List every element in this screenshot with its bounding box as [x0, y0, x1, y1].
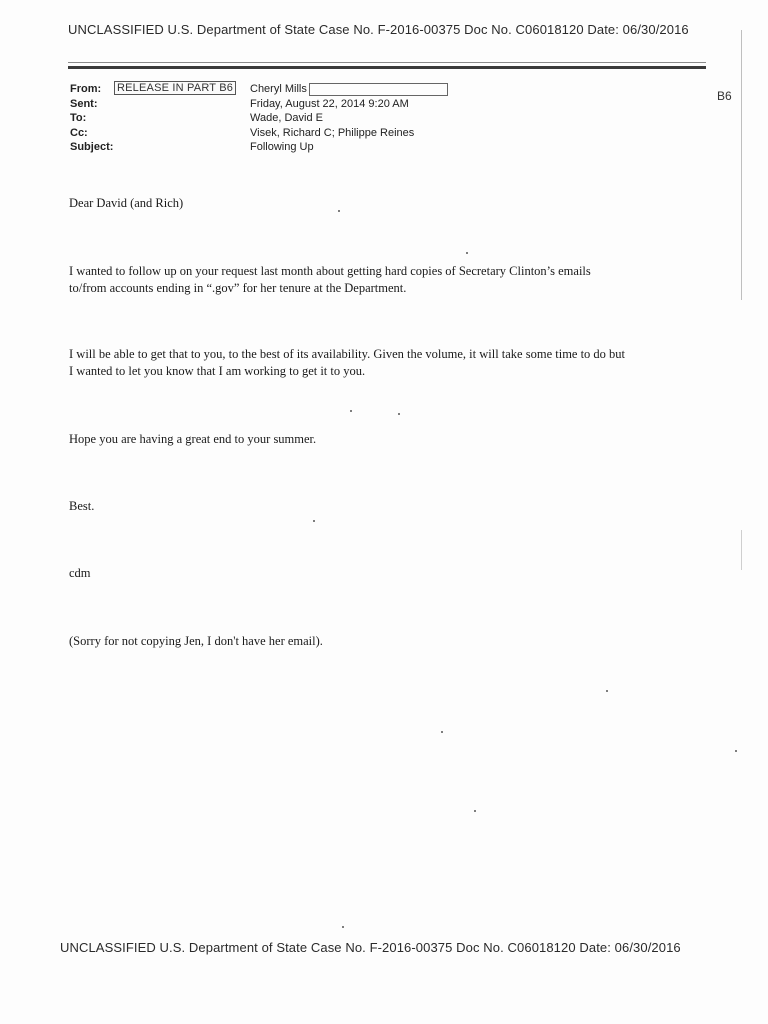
header-rule-thin — [68, 62, 706, 63]
from-value — [250, 82, 448, 97]
paragraph-summer: Hope you are having a great end to your summer. — [69, 432, 317, 446]
subject-value: Following Up — [250, 141, 314, 153]
scan-speck — [398, 413, 400, 415]
scan-edge-line-lower — [741, 530, 742, 570]
greeting: Dear David (and Rich) — [69, 196, 184, 210]
paragraph-line: I will be able to get that to you, to the best of its availability. Given the volume, it will take some time to do but — [69, 347, 626, 361]
to-value: Wade, David E — [250, 112, 323, 124]
from-name: Cheryl Mills — [250, 83, 307, 95]
paragraph-line: I wanted to let you know that I am working to get it to you. — [69, 364, 366, 378]
postscript: (Sorry for not copying Jen, I don't have her email). — [69, 634, 323, 648]
exemption-code-b6: B6 — [717, 89, 732, 103]
email-header — [70, 82, 710, 155]
redacted-email-box — [309, 83, 448, 96]
cc-value: Visek, Richard C; Philippe Reines — [250, 126, 415, 139]
paragraph-request — [69, 263, 591, 297]
scan-speck — [474, 810, 476, 812]
scan-edge-line — [741, 30, 742, 300]
scan-speck — [342, 926, 344, 928]
sent-row — [70, 97, 710, 112]
subject-row — [70, 140, 710, 155]
signature-initials: cdm — [69, 566, 91, 580]
scan-speck — [350, 410, 352, 412]
cc-label: Cc: — [70, 126, 88, 139]
paragraph-line: I wanted to follow up on your request last month about getting hard copies of Secretary Clinton’s emails — [69, 264, 591, 278]
header-rule — [68, 66, 706, 69]
scan-speck — [735, 750, 737, 752]
scan-speck — [338, 210, 340, 212]
release-in-part-stamp: RELEASE IN PART B6 — [114, 81, 236, 95]
classification-stamp-top: UNCLASSIFIED U.S. Department of State Case No. F-2016-00375 Doc No. C06018120 Date: 06/30/2016 — [68, 22, 689, 37]
scan-speck — [313, 520, 315, 522]
from-row — [70, 82, 710, 97]
to-label: To: — [70, 112, 87, 124]
cc-row — [70, 126, 710, 141]
subject-label: Subject: — [70, 141, 114, 153]
to-row — [70, 111, 710, 126]
classification-stamp-bottom: UNCLASSIFIED U.S. Department of State Case No. F-2016-00375 Doc No. C06018120 Date: 06/30/2016 — [60, 940, 681, 955]
sent-value: Friday, August 22, 2014 9:20 AM — [250, 97, 409, 110]
sign-off: Best. — [69, 499, 95, 513]
scan-speck — [606, 690, 608, 692]
paragraph-availability — [69, 346, 625, 380]
scan-speck — [466, 252, 468, 254]
sent-label: Sent: — [70, 97, 98, 110]
paragraph-line: to/from accounts ending in “.gov” for her tenure at the Department. — [69, 281, 407, 295]
scan-speck — [441, 731, 443, 733]
from-label: From: — [70, 83, 102, 95]
